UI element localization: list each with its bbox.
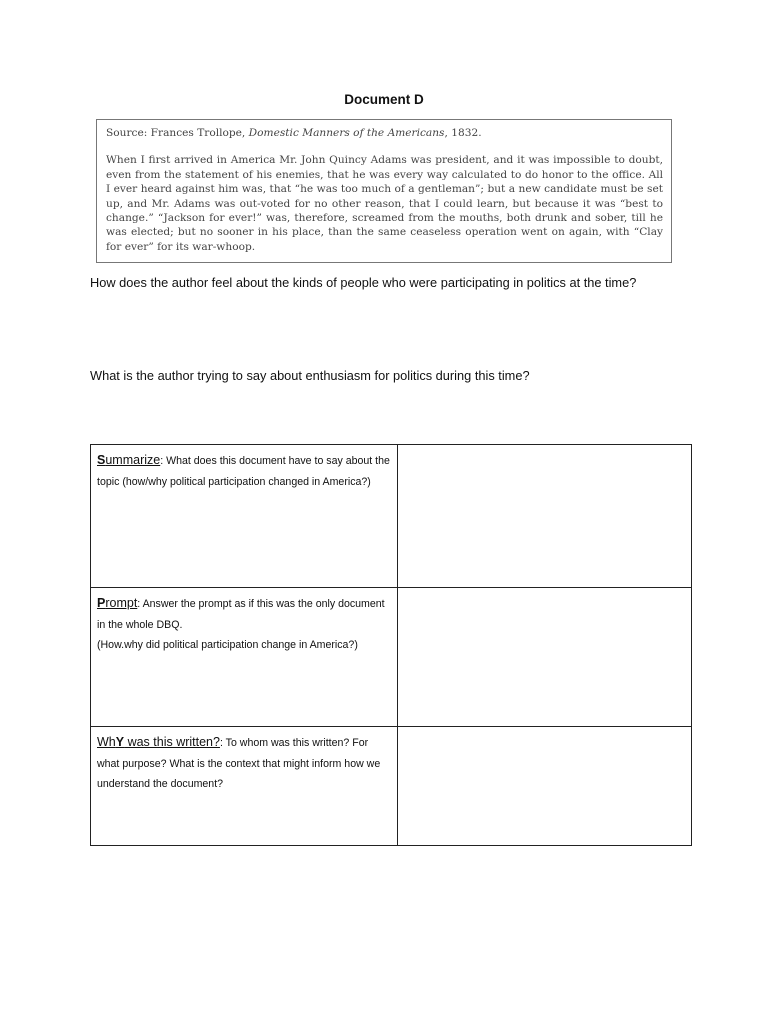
document-title: Document D (344, 92, 424, 107)
prompt-answer-cell[interactable] (398, 588, 692, 727)
table-row-summarize (91, 445, 692, 588)
prompt-instructions: : Answer the prompt as if this was the only document in the whole DBQ. (97, 598, 385, 631)
summarize-label-cell (91, 445, 398, 588)
prompt-heading-rest: rompt (105, 596, 138, 610)
prompt-heading-initial: P (97, 596, 106, 610)
why-heading-part2: Y (115, 735, 125, 749)
prompt-heading (97, 596, 137, 610)
question-enthusiasm: What is the author trying to say about enthusiasm for politics during this time? (90, 368, 530, 383)
why-heading-part3: was this written? (124, 735, 220, 749)
summarize-heading (97, 453, 160, 467)
source-citation (106, 126, 663, 140)
summarize-answer-cell[interactable] (398, 445, 692, 588)
prompt-question: (How.why did political participation change in America?) (97, 639, 358, 651)
table-row-why (91, 727, 692, 846)
source-excerpt-box (96, 119, 672, 263)
summarize-instructions: : What does this document have to say about the topic (how/why political participation changed in America?) (97, 455, 390, 488)
why-instructions: : To whom was this written? For what purpose? What is the context that might inform how we understand the document? (97, 737, 381, 790)
why-answer-cell[interactable] (398, 727, 692, 846)
source-quote: When I first arrived in America Mr. John Quincy Adams was president, and it was impossible to doubt, even from the statement of his enemies, that he was every way calculated to do honor to the office. All I ever heard against him was, that “he was too much of a gentleman”; but a new candidate must be set up, and Mr. Adams was out-voted for no other reason, that I could learn, but because it was “best to change.” “Jackson for ever!” was, therefore, screamed from the mouths, both drunk and sober, till he was elected; but no sooner in his place, than the same ceaseless operation went on again, with “Clay for ever” for its war-whoop. (106, 154, 663, 253)
table-row-prompt (91, 588, 692, 727)
summarize-heading-rest: ummarize (105, 453, 161, 467)
source-year: , 1832. (444, 127, 482, 139)
prompt-label-cell (91, 588, 398, 727)
why-label-cell (91, 727, 398, 846)
analysis-table (90, 444, 692, 846)
why-heading-part1: Wh (97, 735, 116, 749)
summarize-heading-initial: S (97, 453, 106, 467)
question-author-feelings: How does the author feel about the kinds of people who were participating in politics at the time? (90, 275, 637, 290)
why-heading (97, 735, 220, 749)
source-book-title: Domestic Manners of the Americans (248, 127, 445, 139)
source-prefix: Source: Frances Trollope, (106, 127, 249, 139)
